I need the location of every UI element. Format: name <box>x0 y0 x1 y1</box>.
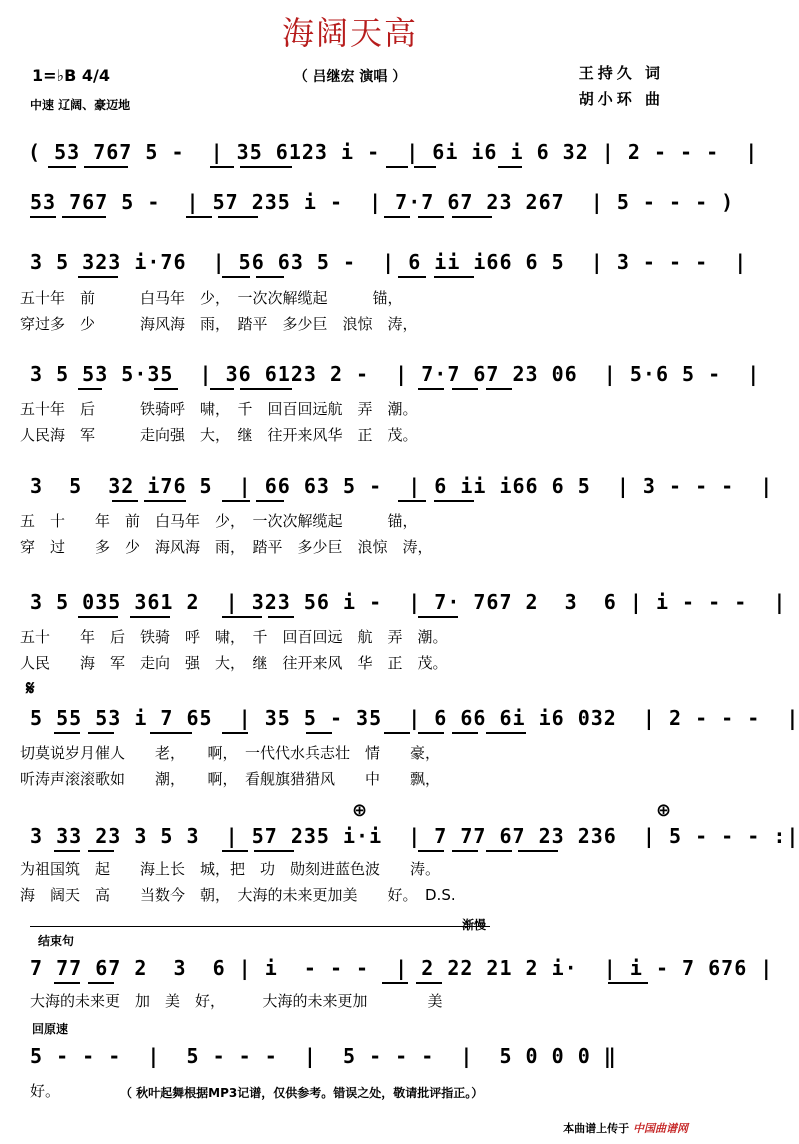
key-signature: 1=♭B 4/4 <box>32 66 110 85</box>
melody-row-5: 3 5 32 i76 5 | 66 63 5 - | 6 ii i66 6 5 | 3 - - - | <box>30 474 774 498</box>
footer-brand-logo[interactable]: 中国曲谱网 <box>633 1122 688 1135</box>
lyrics-row-4-verse-2: 人民海 军 走向强 大， 继 往开来风华 正 茂。 <box>20 426 418 444</box>
melody-row-10: 5 - - - | 5 - - - | 5 - - - | 5 0 0 0 ‖ <box>30 1044 617 1068</box>
lyricist-credit: 王持久 词 <box>578 64 664 82</box>
lyrics-row-10: 好。 <box>30 1082 61 1100</box>
lyrics-row-5-verse-2: 穿 过 多 少 海风海 雨， 踏平 多少巨 浪惊 涛， <box>20 538 433 556</box>
lyrics-row-8-verse-1: 为祖国筑 起 海上长 城，把 功 勋刻进蓝色波 涛。 <box>20 860 441 878</box>
melody-row-3: 3 5 323 i·76 | 56 63 5 - | 6 ii i66 6 5 | 3 - - - | <box>30 250 748 274</box>
tempo-marking: 中速 辽阔、豪迈地 <box>30 98 131 112</box>
ending-bracket-line <box>30 926 490 927</box>
segno-sign: 𝄋 <box>26 676 35 700</box>
melody-row-9: 7 77 67 2 3 6 | i - - - | 2 22 21 2 i· | i - 7 676 | <box>30 956 774 980</box>
lyrics-row-3-verse-2: 穿过多 少 海风海 雨， 踏平 多少巨 浪惊 涛， <box>20 315 418 333</box>
coda-mark-2: ⊕ <box>656 800 672 821</box>
lyrics-row-6-verse-1: 五十 年 后 铁骑 呼 啸， 千 回百回远 航 弄 潮。 <box>20 628 448 646</box>
lyrics-row-9: 大海的未来更 加 美 好， 大海的未来更加 美 <box>30 992 443 1010</box>
ritardando-label: 渐慢 <box>462 918 487 932</box>
melody-row-7: 5 55 53 i 7 65 | 35 5 - 35 | 6 66 6i i6 032 | 2 - - - | <box>30 706 799 730</box>
lyrics-row-3-verse-1: 五十年 前 白马年 少， 一次次解缆起 锚， <box>20 289 403 307</box>
composer-credit: 胡小环 曲 <box>578 90 664 108</box>
melody-row-8: 3 33 23 3 5 3 | 57 235 i·i | 7 77 67 23 236 | 5 - - - :| <box>30 824 799 848</box>
melody-row-4: 3 5 53 5·35 | 36 6123 2 - | 7·7 67 23 06 | 5·6 5 - | <box>30 362 761 386</box>
melody-row-1: ( 53 767 5 - | 35 6123 i - | 6i i6 i 6 32 | 2 - - - | <box>28 140 759 164</box>
lyrics-row-8-verse-2: 海 阔天 高 当数今 朝， 大海的未来更加美 好。 D.S. <box>20 886 456 904</box>
lyrics-row-4-verse-1: 五十年 后 铁骑呼 啸， 千 回百回远航 弄 潮。 <box>20 400 418 418</box>
melody-row-6: 3 5 035 361 2 | 323 56 i - | 7· 767 2 3 6 | i - - - | <box>30 590 787 614</box>
lyrics-row-7-verse-1: 切莫说岁月催人 老， 啊， 一代代水兵志壮 情 豪， <box>20 744 441 762</box>
singer-credit: （ 吕继宏 演唱 ） <box>293 69 407 85</box>
lyrics-row-6-verse-2: 人民 海 军 走向 强 大， 继 往开来风 华 正 茂。 <box>20 654 448 672</box>
transcription-note: （ 秋叶起舞根据MP3记谱，仅供参考。错误之处，敬请批评指正。） <box>120 1086 484 1100</box>
a-tempo-label: 回原速 <box>32 1022 69 1036</box>
coda-mark-1: ⊕ <box>352 800 368 821</box>
page-title: 海阔天高 <box>281 14 418 52</box>
melody-row-2: 53 767 5 - | 57 235 i - | 7·7 67 23 267 | 5 - - - ) <box>30 190 735 214</box>
ending-label: 结束句 <box>38 934 75 948</box>
lyrics-row-7-verse-2: 听涛声滚滚歌如 潮， 啊， 看舰旗猎猎风 中 飘， <box>20 770 441 788</box>
footer <box>563 1120 688 1136</box>
footer-prefix: 本曲谱上传于 <box>563 1122 630 1135</box>
lyrics-row-5-verse-1: 五 十 年 前 白马年 少， 一次次解缆起 锚， <box>20 512 418 530</box>
